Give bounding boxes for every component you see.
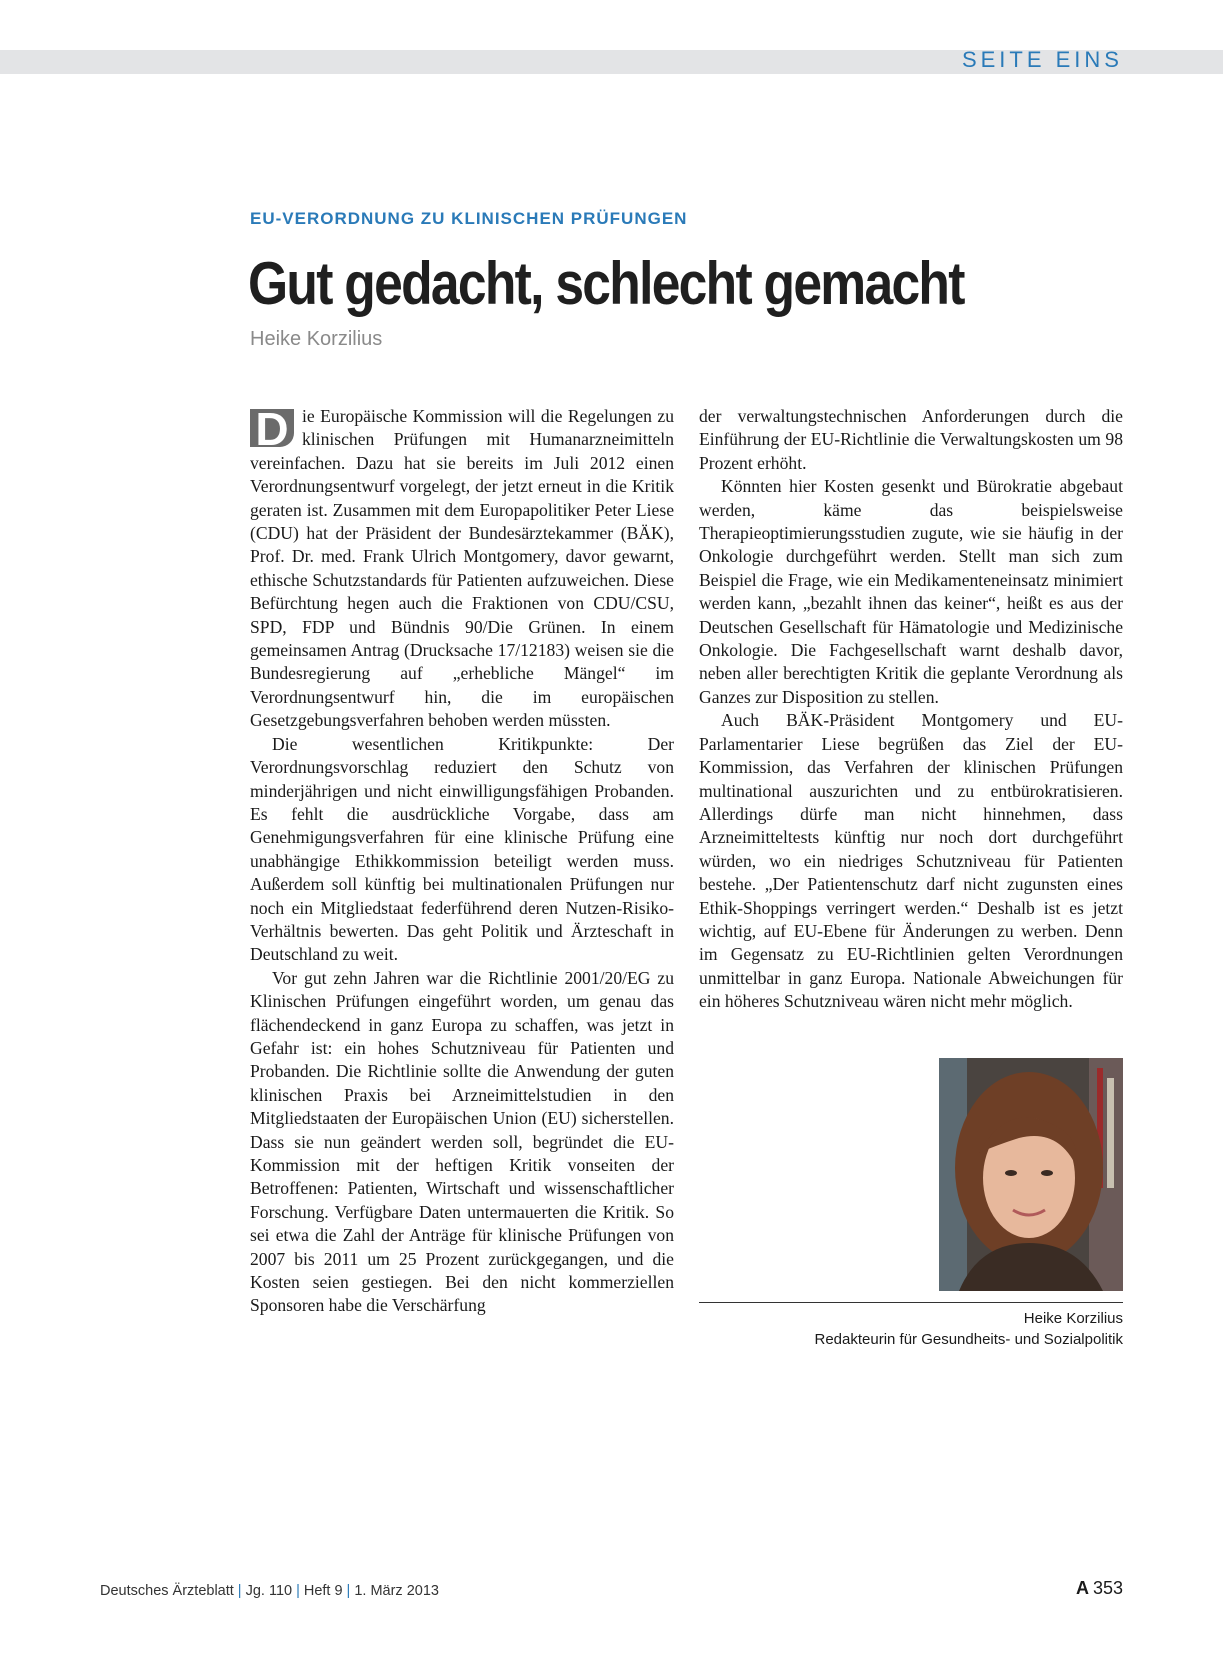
paragraph: der verwaltungstechnischen Anforderungen durch die Einführung der EU-Richtlinie die Verwaltungskosten um 98 Prozent erhöht. (699, 406, 1123, 473)
author-photo (939, 1058, 1123, 1291)
page-prefix: A (1075, 1578, 1089, 1598)
caption-name: Heike Korzilius (1023, 1310, 1123, 1327)
journal-volume: Jg. 110 (245, 1583, 293, 1599)
page-number-value: 353 (1092, 1578, 1123, 1598)
journal-name: Deutsches Ärzteblatt (100, 1583, 234, 1599)
article-headline: Gut gedacht, schlecht gemacht (248, 250, 964, 317)
article-kicker: EU-VERORDNUNG ZU KLINISCHEN PRÜFUNGEN (250, 209, 688, 228)
article-column-right (699, 405, 1123, 1014)
author-portrait-image (939, 1058, 1123, 1291)
paragraph (250, 405, 674, 733)
footer-separator: | (237, 1583, 242, 1599)
paragraph: Könnten hier Kosten gesenkt und Bürokratie abgebaut werden, käme das beispielsweise Therapieoptimierungsstudien zugute, wie sie häufig in der Onkologie durchgeführt werden. Stellt man sich zum Beispiel die Frage, wie ein Medikamenteneinsatz minimiert werden kann, „bezahlt ihnen das keiner“, heißt es aus der Deutschen Gesellschaft für Hämatologie und Medizinische Onkologie. Die Fachgesellschaft warnt deshalb davor, neben aller berechtigten Kritik die geplante Verordnung als Ganzes zur Disposition zu stellen. (699, 476, 1123, 707)
footer-citation (100, 1583, 439, 1599)
paragraph: Die wesentlichen Kritikpunkte: Der Verordnungsvorschlag reduziert den Schutz von minderjährigen und nicht einwilligungsfähigen Probanden. Es fehlt die ausdrückliche Vorgabe, dass am Genehmigungsverfahren für eine klinische Prüfung eine unabhängige Ethikkommission beteiligt werden muss. Außerdem soll künftig bei multinationalen Prüfungen nur noch ein Mitgliedstaat federführend deren Nutzen-Risiko-Verhältnis bewerten. Das geht Politik und Ärzteschaft in Deutschland zu weit. (250, 733, 674, 965)
dropcap: D (250, 409, 294, 447)
caption-role: Redakteurin für Gesundheits- und Sozialpolitik (814, 1331, 1123, 1348)
journal-issue: Heft 9 (303, 1583, 343, 1599)
paragraph: Vor gut zehn Jahren war die Richtlinie 2001/20/EG zu Klinischen Prüfungen eingeführt worden, um genau das flächendeckend in ganz Europa zu schaffen, was jetzt in Gefahr ist: ein hohes Schutzniveau für Patienten und Probanden. Die Richtlinie sollte die Anwendung der guten klinischen Praxis bei Arzneimittelstudien in den Mitgliedstaaten der Europäischen Union (EU) sicherstellen. Dass sie nun geändert werden soll, begründet die EU-Kommission mit der heftigen Kritik vonseiten der Betroffenen: Patienten, Wirtschaft und wissenschaftlicher Forschung. Verfügbare Daten untermauerten die Kritik. So sei etwa die Zahl der Anträge für klinische Prüfungen von 2007 bis 2011 um 25 Prozent zurückgegangen, und die Kosten seien gestiegen. Bei den nicht kommerziellen Sponsoren habe die Verschärfung (250, 967, 674, 1316)
journal-date: 1. März 2013 (354, 1583, 439, 1599)
article-column-left (250, 405, 674, 1318)
section-label: SEITE EINS (961, 47, 1123, 72)
paragraph: Auch BÄK-Präsident Montgomery und EU-Parlamentarier Liese begrüßen das Ziel der EU-Kommission, das Verfahren der klinischen Prüfungen multinational auszurichten und zu entbürokratisieren. Allerdings dürfe man nicht hinnehmen, dass Arzneimitteltests künftig nur noch dort durchgeführt würden, wo ein niedriges Schutzniveau für Patienten bestehe. „Der Patientenschutz darf nicht zugunsten eines Ethik-Shoppings verringert werden.“ Deshalb ist es jetzt wichtig, auf EU-Ebene für Änderungen zu werben. Denn im Gegensatz zu EU-Richtlinien gelten Verordnungen unmittelbar in ganz Europa. Nationale Abweichungen für ein höheres Schutzniveau wären nicht mehr möglich. (699, 710, 1123, 1012)
footer-separator: | (346, 1583, 351, 1599)
photo-caption (699, 1308, 1123, 1350)
page-number (1076, 1578, 1123, 1599)
footer-separator: | (296, 1583, 300, 1599)
paragraph-text: ie Europäische Kommission will die Regelungen zu klinischen Prüfungen mit Humanarzneimitteln vereinfachen. Dazu hat sie bereits im Juli 2012 einen Verordnungsentwurf vorgelegt, der jetzt erneut in die Kritik geraten ist. Zusammen mit dem Europapolitiker Peter Liese (CDU) hat der Präsident der Bundesärztekammer (BÄK), Prof. Dr. med. Frank Ulrich Montgomery, davor gewarnt, ethische Schutzstandards für Patienten aufzuweichen. Diese Befürchtung hegen auch die Fraktionen von CDU/CSU, SPD, FDP und Bündnis 90/Die Grünen. In einem gemeinsamen Antrag (Drucksache 17/12183) weisen sie die Bundesregierung auf „erhebliche Mängel“ im Verordnungsentwurf hin, die im europäischen Gesetzgebungsverfahren behoben werden müssten. (250, 406, 674, 731)
caption-rule (699, 1302, 1123, 1303)
article-byline: Heike Korzilius (250, 328, 383, 350)
